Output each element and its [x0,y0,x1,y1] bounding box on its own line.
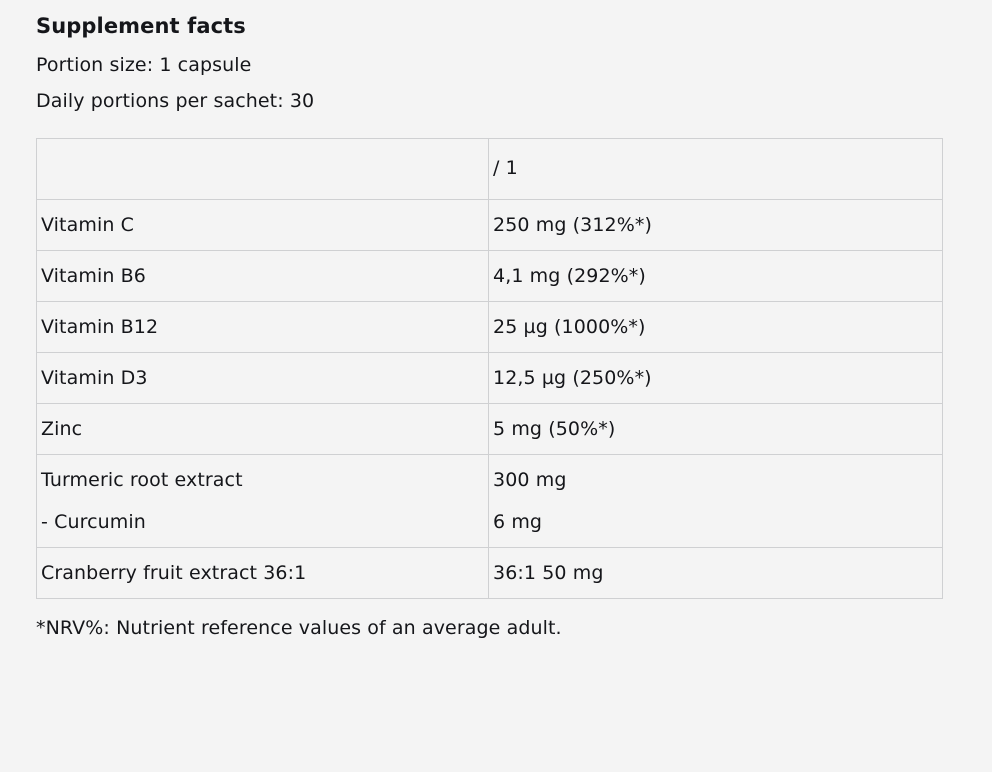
cell-amount-main: 300 mg [493,469,567,491]
table-row [37,200,943,251]
page-title: Supplement facts [36,14,246,38]
cell-amount: 12,5 µg (250%*) [489,353,943,404]
cell-nutrient-sub: - Curcumin [41,511,146,533]
table-header [37,139,943,200]
cell-amount: 25 µg (1000%*) [489,302,943,353]
header-cell-nutrient [37,139,489,200]
table-header-row [37,139,943,200]
portion-size-text: Portion size: 1 capsule [36,54,252,76]
table-row [37,251,943,302]
table-row [37,548,943,599]
cell-nutrient: Vitamin B12 [37,302,489,353]
cell-nutrient: Vitamin B6 [37,251,489,302]
cell-nutrient: Cranberry fruit extract 36:1 [37,548,489,599]
table-row [37,353,943,404]
portions-per-sachet-text: Daily portions per sachet: 30 [36,90,315,112]
cell-amount [489,455,943,548]
supplement-facts-table [36,138,943,599]
cell-nutrient: Zinc [37,404,489,455]
cell-nutrient [37,455,489,548]
table-row [37,302,943,353]
nrv-footnote: *NRV%: Nutrient reference values of an average adult. [36,617,562,639]
header-amount-label: / 1 [493,157,518,179]
cell-amount-sub: 6 mg [493,511,543,533]
cell-amount: 4,1 mg (292%*) [489,251,943,302]
table-row [37,455,943,548]
cell-nutrient: Vitamin D3 [37,353,489,404]
cell-nutrient-main: Turmeric root extract [41,469,243,491]
header-cell-amount [489,139,943,200]
cell-amount: 250 mg (312%*) [489,200,943,251]
cell-amount: 36:1 50 mg [489,548,943,599]
table-row [37,404,943,455]
cell-nutrient: Vitamin C [37,200,489,251]
table-body [37,200,943,599]
cell-amount: 5 mg (50%*) [489,404,943,455]
